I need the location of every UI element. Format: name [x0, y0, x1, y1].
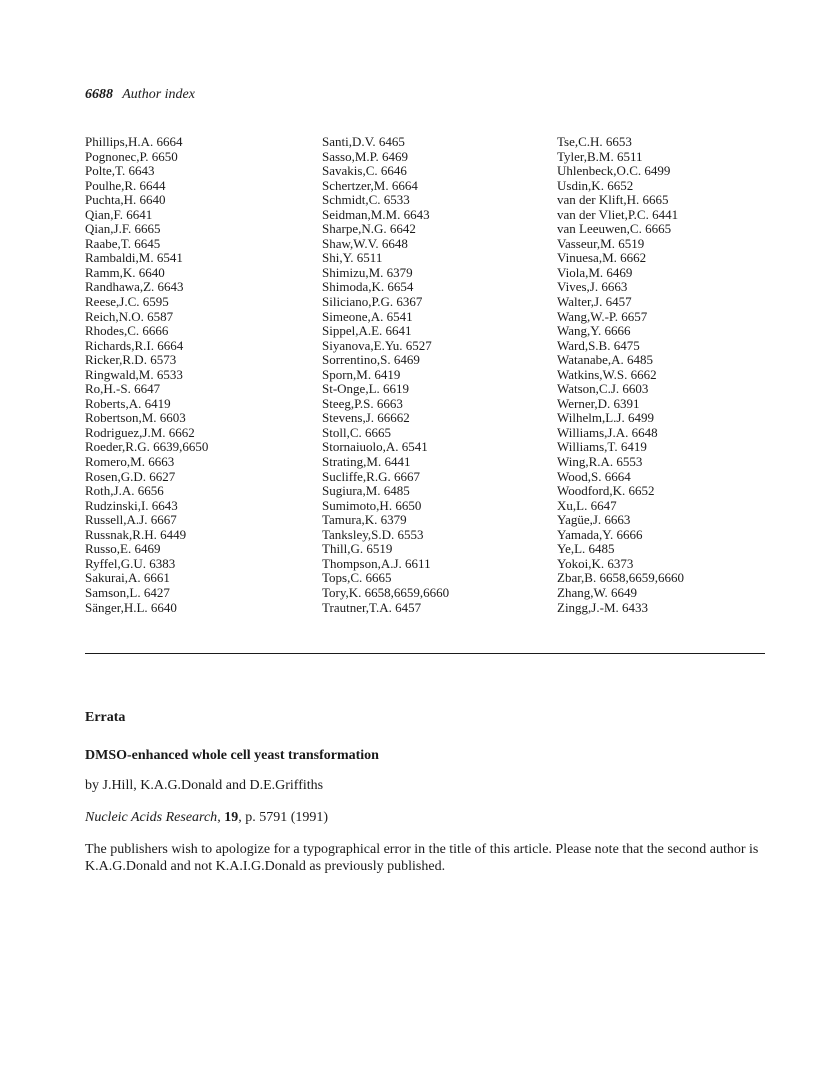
index-entry: Thompson,A.J. 6611 — [322, 555, 431, 571]
journal-name: Nucleic Acids Research — [85, 810, 218, 825]
index-entry: Sasso,M.P. 6469 — [322, 148, 408, 164]
index-entry: Shaw,W.V. 6648 — [322, 235, 408, 251]
index-entry: Ramm,K. 6640 — [85, 264, 165, 280]
index-entry: Sippel,A.E. 6641 — [322, 323, 412, 339]
page-number: 6688 — [85, 87, 113, 102]
index-entry: Zhang,W. 6649 — [557, 584, 638, 600]
index-entry: Qian,J.F. 6665 — [85, 221, 161, 237]
citation-pages-year: , p. 5791 (1991) — [238, 810, 329, 825]
index-entry: Rambaldi,M. 6541 — [85, 250, 183, 266]
index-entry: Yokoi,K. 6373 — [557, 555, 634, 571]
index-entry: Sucliffe,R.G. 6667 — [322, 468, 420, 484]
index-entry: Wilhelm,L.J. 6499 — [557, 410, 654, 426]
index-entry: Savakis,C. 6646 — [322, 163, 407, 179]
section-divider — [85, 653, 765, 654]
index-entry: Zingg,J.-M. 6433 — [557, 599, 648, 615]
index-entry: Steeg,P.S. 6663 — [322, 395, 403, 411]
index-entry: van Leeuwen,C. 6665 — [557, 221, 672, 237]
index-entry: Trautner,T.A. 6457 — [322, 599, 422, 615]
index-entry: Vinuesa,M. 6662 — [557, 250, 647, 266]
index-entry: Shi,Y. 6511 — [322, 250, 383, 266]
erratum-byline: by J.Hill, K.A.G.Donald and D.E.Griffiths — [85, 778, 324, 793]
index-entry: van der Vliet,P.C. 6441 — [557, 206, 679, 222]
index-entry: Yagüe,J. 6663 — [557, 512, 631, 528]
index-entry: Schmidt,C. 6533 — [322, 192, 410, 208]
index-entry: Yamada,Y. 6666 — [557, 526, 643, 542]
index-entry: Ye,L. 6485 — [557, 541, 615, 557]
index-entry: Sugiura,M. 6485 — [322, 483, 410, 499]
errata-heading: Errata — [85, 710, 126, 725]
index-entry: Rosen,G.D. 6627 — [85, 468, 176, 484]
index-entry: Wood,S. 6664 — [557, 468, 631, 484]
index-column-1 — [85, 135, 208, 615]
index-entry: Wang,W.-P. 6657 — [557, 308, 648, 324]
index-entry: Siliciano,P.G. 6367 — [322, 294, 423, 310]
index-entry: Randhawa,Z. 6643 — [85, 279, 184, 295]
index-entry: Williams,J.A. 6648 — [557, 424, 658, 440]
index-entry: Robertson,M. 6603 — [85, 410, 186, 426]
index-entry: Reese,J.C. 6595 — [85, 294, 169, 310]
index-entry: Ricker,R.D. 6573 — [85, 352, 177, 368]
index-entry: Tory,K. 6658,6659,6660 — [322, 584, 450, 600]
index-entry: Shimizu,M. 6379 — [322, 264, 413, 280]
index-entry: Qian,F. 6641 — [85, 206, 153, 222]
index-entry: Strating,M. 6441 — [322, 454, 411, 470]
index-entry: Russnak,R.H. 6449 — [85, 526, 187, 542]
index-entry: Shimoda,K. 6654 — [322, 279, 414, 295]
section-name: Author index — [122, 87, 195, 102]
index-entry: Wang,Y. 6666 — [557, 323, 631, 339]
index-entry: Stornaiuolo,A. 6541 — [322, 439, 428, 455]
index-entry: Watkins,W.S. 6662 — [557, 366, 657, 382]
index-entry: Woodford,K. 6652 — [557, 483, 655, 499]
index-entry: Reich,N.O. 6587 — [85, 308, 174, 324]
index-entry: Seidman,M.M. 6643 — [322, 206, 430, 222]
index-entry: Vasseur,M. 6519 — [557, 235, 645, 251]
index-entry: Usdin,K. 6652 — [557, 177, 634, 193]
index-entry: Uhlenbeck,O.C. 6499 — [557, 163, 671, 179]
index-entry: Tyler,B.M. 6511 — [557, 148, 643, 164]
index-entry: Sporn,M. 6419 — [322, 366, 401, 382]
index-entry: Tse,C.H. 6653 — [557, 134, 632, 149]
index-entry: Viola,M. 6469 — [557, 264, 633, 280]
index-entry: Zbar,B. 6658,6659,6660 — [557, 570, 684, 586]
index-entry: Ringwald,M. 6533 — [85, 366, 183, 382]
index-entry: Tops,C. 6665 — [322, 570, 392, 586]
index-entry: St-Onge,L. 6619 — [322, 381, 410, 397]
index-entry: Pognonec,P. 6650 — [85, 148, 178, 164]
index-entry: Ward,S.B. 6475 — [557, 337, 640, 353]
index-entry: Russell,A.J. 6667 — [85, 512, 177, 528]
index-entry: Watanabe,A. 6485 — [557, 352, 654, 368]
index-entry: Polte,T. 6643 — [85, 163, 155, 179]
index-entry: Vives,J. 6663 — [557, 279, 628, 295]
index-entry: Romero,M. 6663 — [85, 454, 175, 470]
index-entry: Sänger,H.L. 6640 — [85, 599, 177, 615]
index-entry: van der Klift,H. 6665 — [557, 192, 669, 208]
index-entry: Sakurai,A. 6661 — [85, 570, 170, 586]
erratum-note: The publishers wish to apologize for a typographical error in the title of this article. Please note that the second author is K.A.G.Donald and not K.A.I.G.Donald as previously published. — [85, 842, 759, 874]
index-entry: Xu,L. 6647 — [557, 497, 617, 513]
erratum-article-title: DMSO-enhanced whole cell yeast transformation — [85, 748, 379, 763]
index-entry: Ro,H.-S. 6647 — [85, 381, 161, 397]
index-entry: Siyanova,E.Yu. 6527 — [322, 337, 432, 353]
index-entry: Wing,R.A. 6553 — [557, 454, 643, 470]
index-entry: Tamura,K. 6379 — [322, 512, 407, 528]
index-entry: Thill,G. 6519 — [322, 541, 393, 557]
index-column-2 — [322, 135, 449, 615]
index-entry: Schertzer,M. 6664 — [322, 177, 418, 193]
index-entry: Rudzinski,I. 6643 — [85, 497, 178, 513]
journal-volume: 19 — [224, 810, 239, 825]
index-entry: Walter,J. 6457 — [557, 294, 632, 310]
index-entry: Sorrentino,S. 6469 — [322, 352, 420, 368]
erratum-citation: Nucleic Acids Research, 19, p. 5791 (1991) — [85, 810, 329, 825]
index-entry: Sumimoto,H. 6650 — [322, 497, 422, 513]
index-entry: Werner,D. 6391 — [557, 395, 640, 411]
index-column-3 — [557, 135, 684, 615]
index-entry: Rhodes,C. 6666 — [85, 323, 169, 339]
index-entry: Simeone,A. 6541 — [322, 308, 413, 324]
index-entry: Roberts,A. 6419 — [85, 395, 171, 411]
index-entry: Poulhe,R. 6644 — [85, 177, 166, 193]
index-entry: Watson,C.J. 6603 — [557, 381, 649, 397]
index-entry: Phillips,H.A. 6664 — [85, 134, 183, 149]
index-entry: Williams,T. 6419 — [557, 439, 647, 455]
running-header — [85, 87, 195, 103]
index-entry: Ryffel,G.U. 6383 — [85, 555, 176, 571]
index-entry: Stoll,C. 6665 — [322, 424, 391, 440]
index-entry: Roeder,R.G. 6639,6650 — [85, 439, 209, 455]
index-entry: Richards,R.I. 6664 — [85, 337, 184, 353]
index-entry: Samson,L. 6427 — [85, 584, 170, 600]
index-entry: Rodriguez,J.M. 6662 — [85, 424, 195, 440]
index-entry: Tanksley,S.D. 6553 — [322, 526, 424, 542]
index-entry: Russo,E. 6469 — [85, 541, 161, 557]
index-entry: Sharpe,N.G. 6642 — [322, 221, 416, 237]
index-entry: Stevens,J. 66662 — [322, 410, 410, 426]
index-entry: Puchta,H. 6640 — [85, 192, 166, 208]
index-entry: Raabe,T. 6645 — [85, 235, 161, 251]
index-entry: Santi,D.V. 6465 — [322, 134, 405, 149]
index-entry: Roth,J.A. 6656 — [85, 483, 164, 499]
